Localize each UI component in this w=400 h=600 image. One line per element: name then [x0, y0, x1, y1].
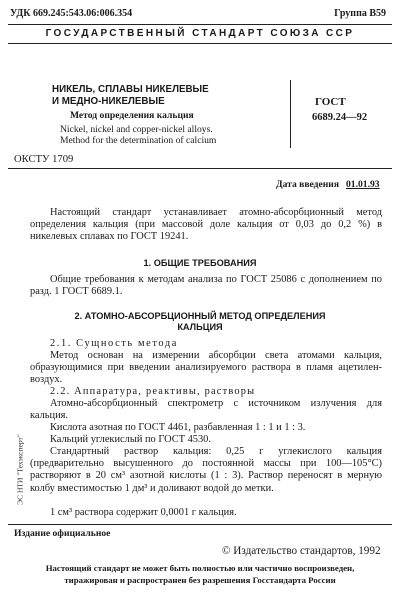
copyright: © Издательство стандартов, 1992 [222, 545, 381, 557]
subsection-2-2-paragraph-5: 1 см³ раствора содержит 0,0001 г кальция. [50, 507, 237, 518]
official-edition: Издание официальное [14, 528, 111, 539]
intro-date-value: 01.01.93 [346, 179, 380, 190]
subsection-2-1-text: Метод основан на измерении абсорбции света атомами кальция, образующимися при введении анализируемого раствора в пламя ацетилен-воздух. [30, 350, 382, 386]
footer-rule [8, 524, 392, 525]
top-rule [8, 24, 392, 25]
okstu-code: ОКСТУ 1709 [14, 154, 74, 165]
section1-text: Общие требования к методам анализа по ГОСТ 25086 с дополнением по разд. 1 ГОСТ 6689.1. [30, 274, 382, 298]
gost-number: 6689.24—92 [312, 112, 368, 123]
subsection-2-1-title: 2.1. Сущность метода [50, 338, 178, 349]
intro-date-label: Дата введения [276, 179, 340, 190]
udk-code: УДК 669.245:543.06:006.354 [10, 8, 133, 19]
state-standard-banner: ГОСУДАРСТВЕННЫЙ СТАНДАРТ СОЮЗА ССР [45, 28, 355, 39]
reproduction-notice-line2: тиражирован и распространен без разрешения Госстандарта России [64, 575, 336, 585]
title-ru-line1: НИКЕЛЬ, СПЛАВЫ НИКЕЛЕВЫЕ [52, 84, 209, 95]
title-en-line2: Method for the determination of calcium [60, 135, 217, 146]
subsection-2-2-paragraph-4: Стандартный раствор кальция: 0,25 г углекислого кальция (предварительно высушенного до постоянной массы при 100—105°С) растворяют в 20 см³ азотной кислоты (1 : 3). Раствор переносят в мерную колбу вместимостью 1 дм³ и доливают водой до метки. [30, 446, 382, 494]
okstu-rule [8, 168, 392, 169]
subsection-2-2-paragraph-2: Кислота азотная по ГОСТ 4461, разбавленная 1 : 1 и 1 : 3. [50, 422, 306, 433]
subsection-2-2-title: 2.2. Аппаратура, реактивы, растворы [50, 386, 256, 397]
title-divider [290, 80, 292, 148]
title-en-line1: Nickel, nickel and copper-nickel alloys. [60, 124, 213, 135]
group-code: Группа В59 [334, 8, 386, 19]
gost-label: ГОСТ [315, 96, 346, 108]
subsection-2-2-paragraph-3: Кальций углекислый по ГОСТ 4530. [50, 434, 211, 445]
subsection-2-2-paragraph-1: Атомно-абсорбционный спектрометр с источником излучения для кальция. [30, 398, 382, 422]
title-ru-line2: И МЕДНО-НИКЕЛЕВЫЕ [52, 96, 165, 107]
side-stamp: ЭС НТИ "Техэксперт" [15, 434, 25, 505]
intro-paragraph: Настоящий стандарт устанавливает атомно-абсорбционный метод определения кальция (при массовой доле кальция от 0,03 до 0,2 %) в никелевых сплавах по ГОСТ 19241. [30, 207, 382, 243]
section2-heading-line2: КАЛЬЦИЯ [177, 322, 223, 332]
section1-heading: 1. ОБЩИЕ ТРЕБОВАНИЯ [143, 258, 257, 268]
title-ru-method: Метод определения кальция [70, 110, 194, 121]
section2-heading-line1: 2. АТОМНО-АБСОРБЦИОННЫЙ МЕТОД ОПРЕДЕЛЕНИЯ [74, 311, 326, 321]
banner-rule [8, 43, 392, 44]
reproduction-notice-line1: Настоящий стандарт не может быть полностью или частично воспроизведен, [45, 563, 355, 573]
